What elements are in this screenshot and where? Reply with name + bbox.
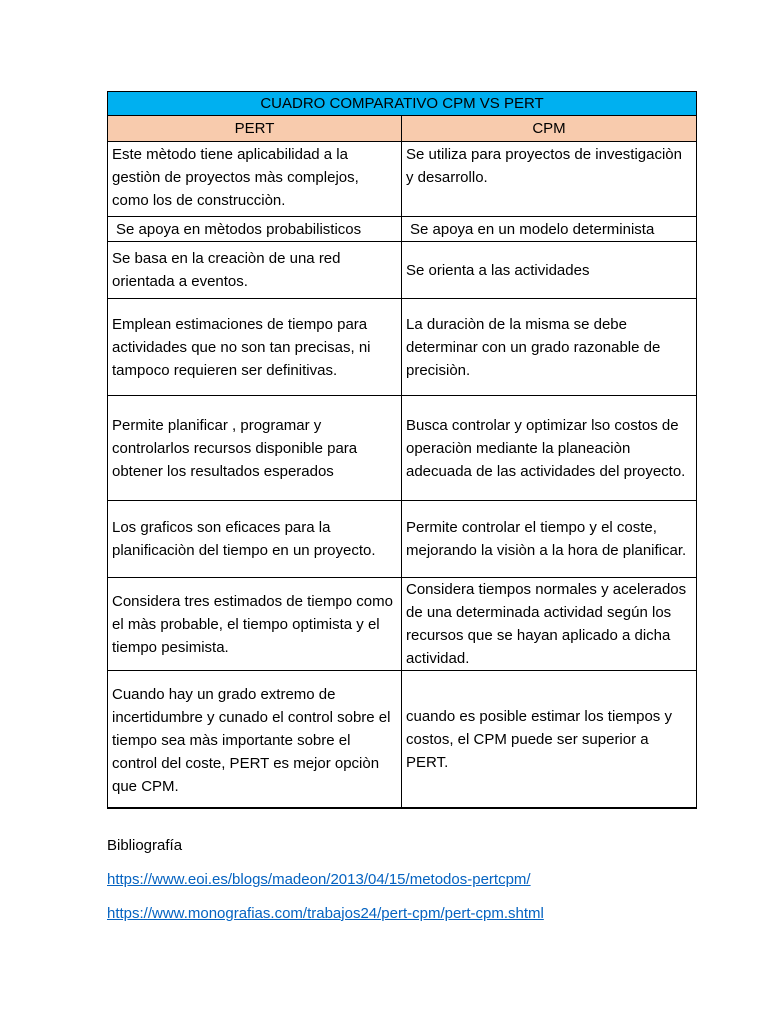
table-row [108,671,697,809]
table-row [108,501,697,578]
cpm-cell: Busca controlar y optimizar lso costos de operaciòn mediante la planeaciòn adecuada de las actividades del proyecto. [402,396,697,501]
pert-cell: Permite planificar , programar y controlarlos recursos disponible para obtener los resultados esperados [108,396,402,501]
table-title-row [108,92,697,116]
cpm-cell: Se apoya en un modelo determinista [402,217,697,242]
pert-cell: Este mètodo tiene aplicabilidad a la gestiòn de proyectos màs complejos, como los de construcciòn. [108,142,402,217]
pert-cell: Se apoya en mètodos probabilisticos [108,217,402,242]
table-header-row [108,116,697,142]
cpm-cell: Considera tiempos normales y acelerados de una determinada actividad según los recursos que se hayan aplicado a dicha actividad. [402,578,697,671]
table-row [108,299,697,396]
pert-cell: Considera tres estimados de tiempo como el màs probable, el tiempo optimista y el tiempo pesimista. [108,578,402,671]
pert-cell: Cuando hay un grado extremo de incertidumbre y cunado el control sobre el tiempo sea màs importante sobre el control del coste, PERT es mejor opciòn que CPM. [108,671,402,809]
bibliography-heading: Bibliografía [107,837,183,854]
bibliography-link-eoi[interactable]: https://www.eoi.es/blogs/madeon/2013/04/15/metodos-pertcpm/ [107,871,531,888]
column-header-pert: PERT [108,116,402,142]
table-row [108,396,697,501]
cpm-cell: Permite controlar el tiempo y el coste, mejorando la visiòn a la hora de planificar. [402,501,697,578]
cpm-cell: Se utiliza para proyectos de investigaciòn y desarrollo. [402,142,697,217]
pert-cell: Emplean estimaciones de tiempo para actividades que no son tan precisas, ni tampoco requieren ser definitivas. [108,299,402,396]
table-title: CUADRO COMPARATIVO CPM VS PERT [108,92,697,116]
pert-cell: Los graficos son eficaces para la planificaciòn del tiempo en un proyecto. [108,501,402,578]
cpm-cell: cuando es posible estimar los tiempos y costos, el CPM puede ser superior a PERT. [402,671,697,809]
cpm-cell: Se orienta a las actividades [402,242,697,299]
comparison-table [107,91,697,809]
column-header-cpm: CPM [402,116,697,142]
pert-cell: Se basa en la creaciòn de una red orientada a eventos. [108,242,402,299]
table-row [108,242,697,299]
table-row [108,217,697,242]
cpm-cell: La duraciòn de la misma se debe determinar con un grado razonable de precisiòn. [402,299,697,396]
table-row [108,578,697,671]
table-row [108,142,697,217]
bibliography-link-monografias[interactable]: https://www.monografias.com/trabajos24/pert-cpm/pert-cpm.shtml [107,905,544,922]
